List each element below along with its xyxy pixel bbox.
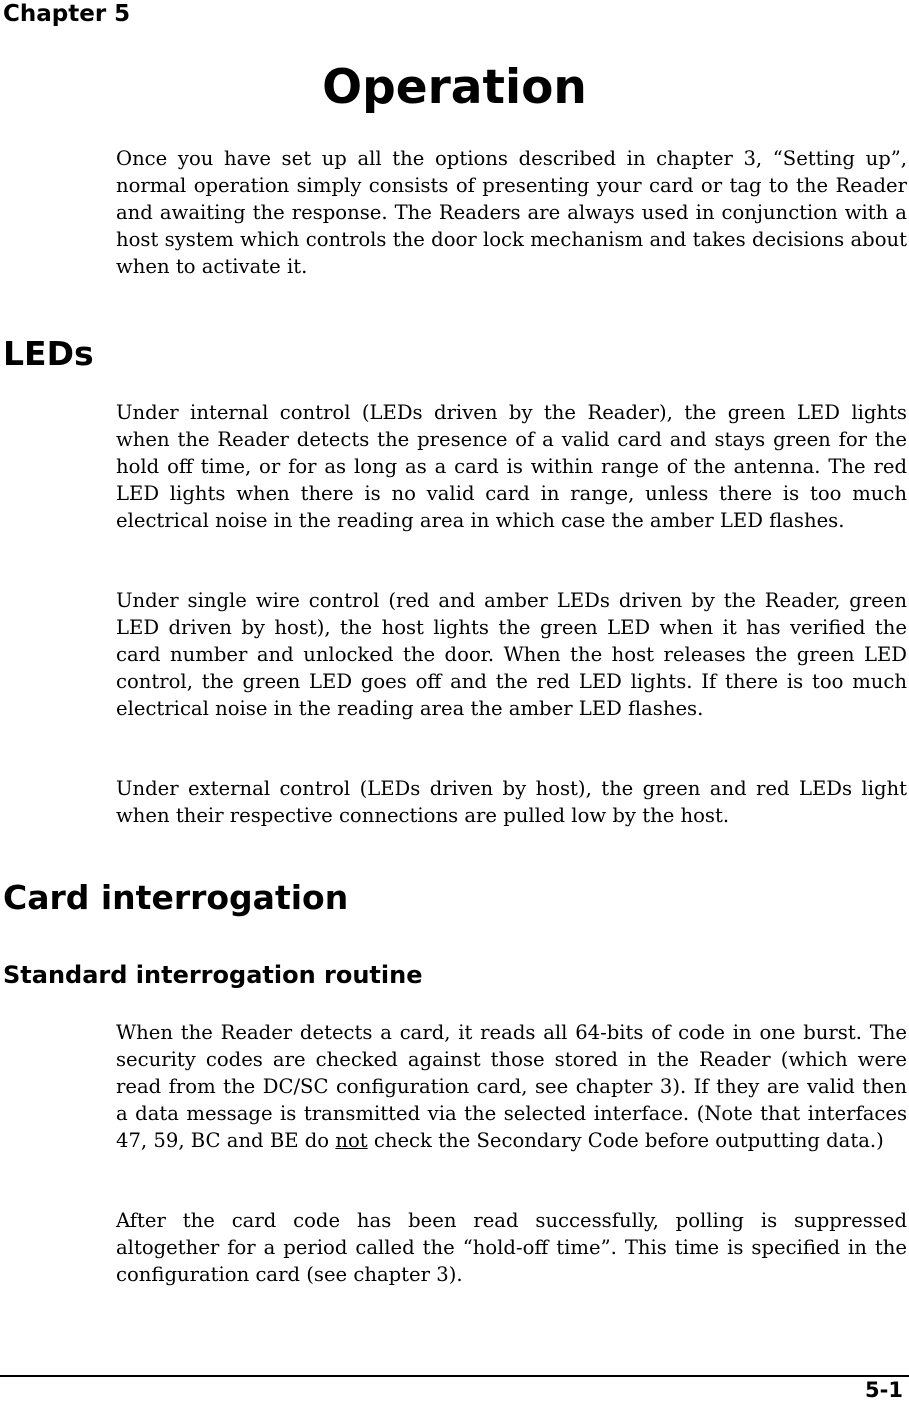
- interrogation-text-part: When the Reader detects a card, it reads all 64-bits of code in one burst. The security codes are checked against those stored in the Reader (which were read from the DC/SC configuration card, see chapter 3). If they are valid then a data message is transmitted via the selected interface. (Note that interfaces 47, 59, BC and BE do: [116, 1021, 907, 1152]
- leds-paragraph-external-control: Under external control (LEDs driven by host), the green and red LEDs light when their respective connections are pulled low by the host.: [116, 777, 907, 827]
- section-heading-leds: LEDs: [3, 334, 94, 373]
- leds-paragraph-single-wire-control: Under single wire control (red and amber LEDs driven by the Reader, green LED driven by host), the host lights the green LED when it has verified the card number and unlocked the door. When the host releases the green LED control, the green LED goes off and the red LED lights. If there is too much electrical noise in the reading area the amber LED flashes.: [116, 589, 907, 720]
- page-number: 5-1: [865, 1378, 903, 1402]
- footer-rule: [0, 1375, 909, 1377]
- interrogation-paragraph-hold-off: After the card code has been read successfully, polling is suppressed altogether for a period called the “hold-off time”. This time is specified in the configuration card (see chapter 3).: [116, 1209, 907, 1286]
- interrogation-paragraph-read-codes: [116, 1019, 907, 1154]
- leds-paragraph-internal-control: Under internal control (LEDs driven by the Reader), the green LED lights when the Reader detects the presence of a valid card and stays green for the hold off time, or for as long as a card is within range of the antenna. The red LED lights when there is no valid card in range, unless there is too much electrical noise in the reading area in which case the amber LED flashes.: [116, 401, 907, 532]
- section-heading-card-interrogation: Card interrogation: [3, 878, 349, 917]
- page-title: Operation: [322, 60, 587, 115]
- underlined-emphasis: not: [335, 1129, 368, 1152]
- subsection-heading-standard-interrogation: Standard interrogation routine: [3, 961, 423, 989]
- interrogation-text-part: check the Secondary Code before outputting data.): [367, 1129, 884, 1152]
- intro-paragraph: Once you have set up all the options described in chapter 3, “Setting up”, normal operation simply consists of presenting your card or tag to the Reader and awaiting the response. The Readers are always used in conjunction with a host system which controls the door lock mechanism and takes decisions about when to activate it.: [116, 147, 907, 278]
- chapter-label: Chapter 5: [3, 1, 131, 27]
